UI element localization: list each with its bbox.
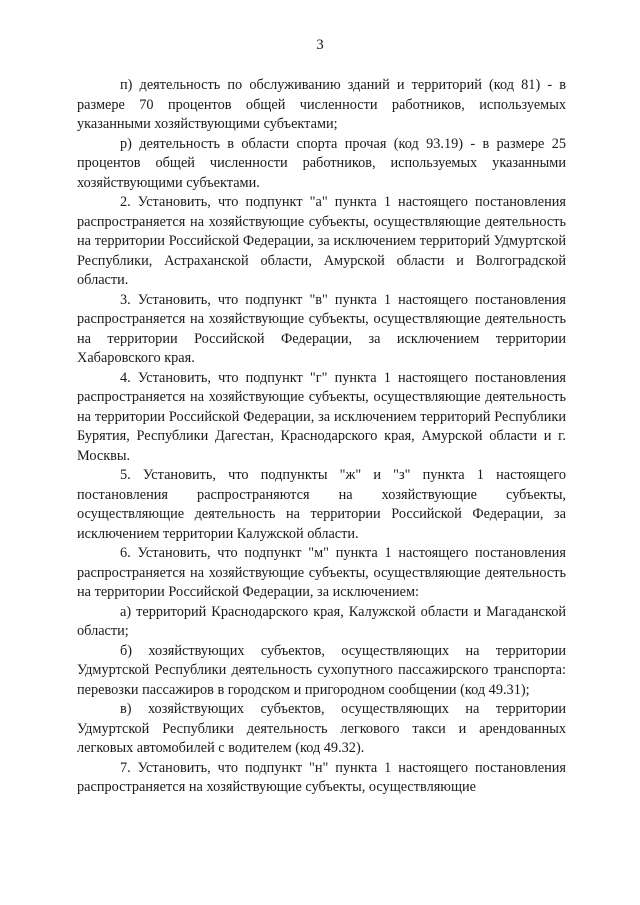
paragraph-item-r: р) деятельность в области спорта прочая (код 93.19) - в размере 25 процентов общей численности работников, используемых указанными хозяйствующими субъектами. — [77, 135, 566, 191]
paragraph-clause-6: 6. Установить, что подпункт "м" пункта 1 настоящего постановления распространяется на хозяйствующие субъекты, осуществляющие деятельность на территории Российской Федерации, за исключением: — [77, 545, 566, 600]
paragraph-clause-3: 3. Установить, что подпункт "в" пункта 1 настоящего постановления распространяется на хозяйствующие субъекты, осуществляющие деятельность на территории Российской Федерации, за исключением территории Хабаровского края. — [77, 291, 566, 366]
paragraph-clause-6-v: в) хозяйствующих субъектов, осуществляющих на территории Удмуртской Республики деятельность легкового такси и арендованных легковых автомобилей с водителем (код 49.32). — [77, 701, 566, 756]
document-body — [77, 76, 566, 798]
page-number: 3 — [316, 37, 324, 53]
paragraph-clause-5: 5. Установить, что подпункты "ж" и "з" пункта 1 настоящего постановления распространяются на хозяйствующие субъекты, осуществляющие деятельность на территории Российской Федерации, за исключением территории Калужской области. — [77, 467, 566, 542]
paragraph-clause-4: 4. Установить, что подпункт "г" пункта 1 настоящего постановления распространяется на хозяйствующие субъекты, осуществляющие деятельность на территории Российской Федерации, за исключением территорий Республики Бурятия, Республики Дагестан, Краснодарского края, Амурской области и г. Москвы. — [77, 369, 566, 464]
paragraph-item-p: п) деятельность по обслуживанию зданий и территорий (код 81) - в размере 70 процентов общей численности работников, используемых указанными хозяйствующими субъектами; — [77, 77, 566, 132]
paragraph-clause-6-a: а) территорий Краснодарского края, Калужской области и Магаданской области; — [77, 603, 566, 639]
paragraph-clause-6-b: б) хозяйствующих субъектов, осуществляющих на территории Удмуртской Республики деятельность сухопутного пассажирского транспорта: перевозки пассажиров в городском и пригородном сообщении (код 49.31); — [77, 642, 566, 698]
paragraph-clause-2: 2. Установить, что подпункт "а" пункта 1 настоящего постановления распространяется на хозяйствующие субъекты, осуществляющие деятельность на территории Российской Федерации, за исключением территорий Удмуртской Республики, Астраханской области, Амурской области и Волгоградской области. — [77, 194, 566, 288]
paragraph-clause-7: 7. Установить, что подпункт "н" пункта 1 настоящего постановления распространяется на хозяйствующие субъекты, осуществляющие — [77, 759, 566, 795]
